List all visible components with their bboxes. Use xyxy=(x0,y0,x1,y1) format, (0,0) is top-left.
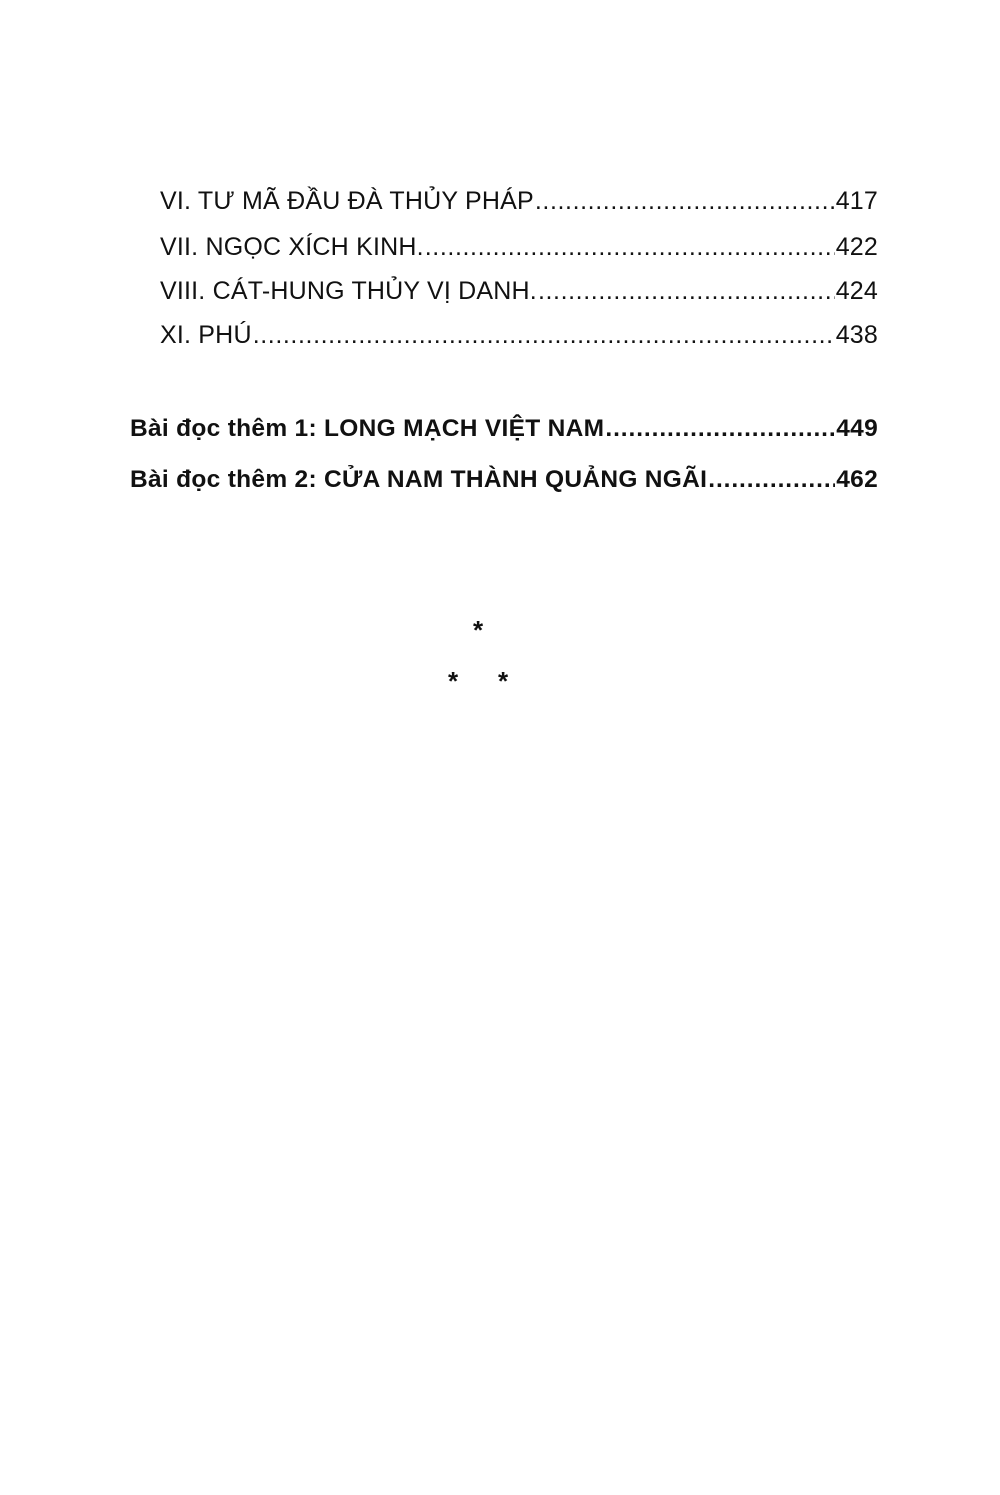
toc-entry-vi xyxy=(160,186,878,216)
toc-entry-vii xyxy=(160,232,878,262)
asterisk-bottom-left: * xyxy=(448,666,459,696)
toc-dot-leader xyxy=(708,465,835,495)
toc-dot-leader xyxy=(425,232,835,262)
toc-dot-leader xyxy=(538,276,835,306)
toc-entry-title: VII. NGỌC XÍCH KINH. xyxy=(160,233,424,261)
toc-entry-title: XI. PHÚ xyxy=(160,321,252,349)
toc-entry-further-reading-1 xyxy=(130,414,878,444)
toc-entry-page-number: 417 xyxy=(835,187,878,215)
toc-dot-leader xyxy=(605,414,835,444)
toc-entry-title: Bài đọc thêm 1: LONG MẠCH VIỆT NAM xyxy=(130,415,605,442)
toc-entry-page-number: 462 xyxy=(836,466,878,493)
toc-dot-leader xyxy=(253,320,835,350)
toc-dot-leader xyxy=(535,186,835,216)
toc-entry-page-number: 438 xyxy=(835,321,878,349)
toc-entry-title: VIII. CÁT-HUNG THỦY VỊ DANH. xyxy=(160,277,537,305)
asterisk-bottom-right: * xyxy=(498,666,509,696)
toc-entry-further-reading-2 xyxy=(130,465,878,495)
toc-entry-page-number: 422 xyxy=(835,233,878,261)
asterisk-top: * xyxy=(473,615,484,645)
toc-entry-page-number: 424 xyxy=(835,277,878,305)
toc-entry-title: Bài đọc thêm 2: CỬA NAM THÀNH QUẢNG NGÃI xyxy=(130,466,708,493)
toc-entry-viii xyxy=(160,276,878,306)
toc-entry-page-number: 449 xyxy=(836,415,878,442)
toc-entry-xi xyxy=(160,320,878,350)
toc-entry-title: VI. TƯ MÃ ĐẦU ĐÀ THỦY PHÁP xyxy=(160,187,534,215)
